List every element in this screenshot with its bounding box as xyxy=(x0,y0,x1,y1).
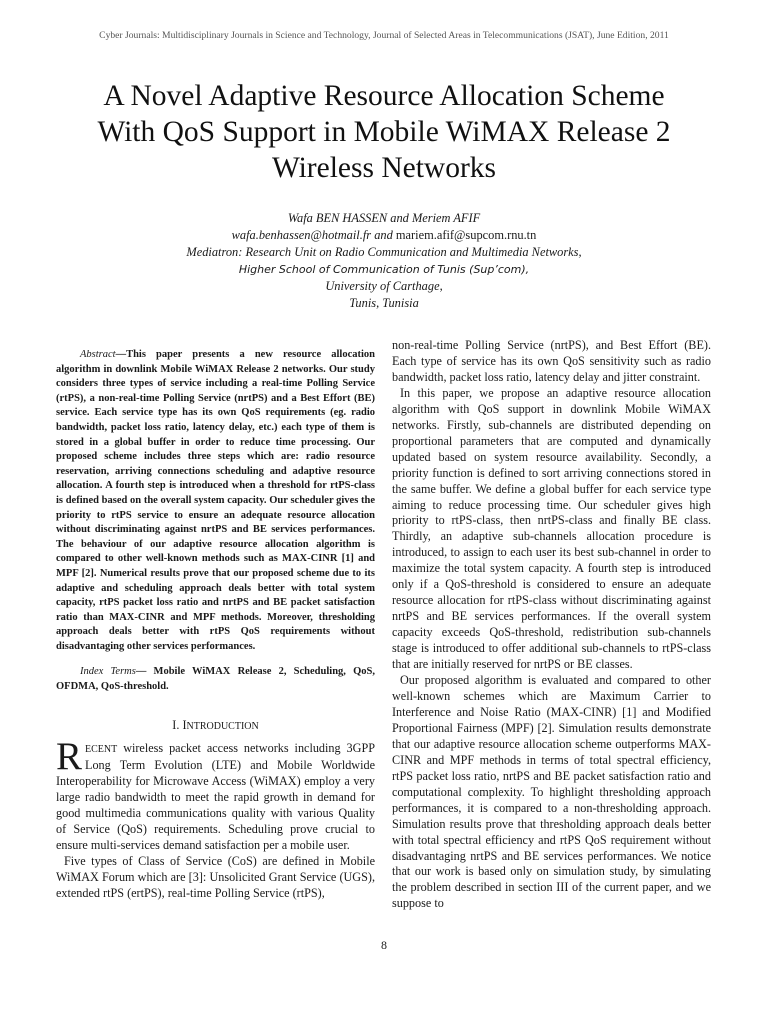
drop-cap: R xyxy=(56,735,83,779)
email-2: mariem.afif@supcom.rnu.tn xyxy=(395,228,537,242)
lead-smallcaps: ECENT xyxy=(85,744,118,756)
affiliation-line: Tunis, Tunisia xyxy=(349,296,419,310)
section-title-initial: I xyxy=(182,718,187,733)
body-paragraph: non-real-time Polling Service (nrtPS), and Best Effort (BE). Each type of service has its own QoS sensitivity such as radio bandwidth, packet loss ratio, latency delay and jitter constraint. xyxy=(392,338,711,384)
title-line: A Novel Adaptive Resource Allocation Scheme xyxy=(103,80,665,112)
body-paragraph: Five types of Class of Service (CoS) are defined in Mobile WiMAX Forum which are [3]: Unsolicited Grant Service (UGS), extended rtPS (ertPS), real-time Polling Service (rtPS), xyxy=(56,854,375,900)
email-1: wafa.benhassen@hotmail.fr and xyxy=(231,228,396,242)
author-block xyxy=(60,210,708,312)
affiliation-line: Mediatron: Research Unit on Radio Communication and Multimedia Networks, xyxy=(186,245,582,259)
section-title-rest: NTRODUCTION xyxy=(186,721,259,733)
journal-header: Cyber Journals: Multidisciplinary Journals in Science and Technology, Journal of Selected Areas in Telecommunications (JSAT), June Edition, 2011 xyxy=(99,30,669,41)
page-number: 8 xyxy=(381,938,387,952)
index-terms-label: Index Terms xyxy=(80,666,136,678)
paper-title xyxy=(60,78,708,186)
abstract-text: —This paper presents a new resource allocation algorithm in downlink Mobile WiMAX Release 2 networks. Our study considers three types of service including a real-time Polling Service (rtPS), a non-real-time Polling Service (nrtPS) and a Best Effort (BE) service. Each service type has its own QoS requirements (eg. radio bandwidth, packet loss ratio, latency delay, etc.) each type of them is stored in a global buffer in order to reduce time processing. Our proposed scheme includes three steps which are: radio resource reservation, arriving connections scheduling and adaptive resource allocation. A fourth step is introduced when a threshold for rtPS-class is defined based on the overall system capacity. Our scheduler gives the priority to rtPS service to ensure an adequate resource allocation without discriminating against nrtPS and BE services performances. The behaviour of our adaptive resource allocation algorithm is compared to other well-known methods such as MAX-CINR [1] and MPF [2]. Numerical results prove that our proposed scheme due to its adaptive and scheduling approach deals better with total system capacity, rtPS packet loss ratio and nrtPS and BE packet satisfaction ratio than MAX-CINR and MPF methods. Moreover, thresholding approach deals better with rtPS QoS requirements without disadvantaging other services performances. xyxy=(56,349,375,652)
index-terms xyxy=(56,664,375,694)
title-line: Wireless Networks xyxy=(271,152,497,184)
affiliation-line: Higher School of Communication of Tunis (Sup’com), xyxy=(238,263,530,276)
intro-text: wireless packet access networks including 3GPP Long Term Evolution (LTE) and Mobile Worldwide Interoperability for Microwave Access (WiMAX) employ a very large radio bandwidth to meet the rapid growth in demand for good multimedia communications quality with various Quality of Service (QoS) requirements. Scheduling prove crucial to ensure multi-services demand satisfaction per a mobile user. xyxy=(56,741,375,853)
abstract xyxy=(56,348,375,654)
author-names: Wafa BEN HASSEN and Meriem AFIF xyxy=(287,211,481,225)
affiliation-line: University of Carthage, xyxy=(325,279,443,293)
index-terms-text: — Mobile WiMAX Release 2, Scheduling, QoS, OFDMA, QoS-threshold. xyxy=(56,666,375,693)
right-column xyxy=(392,338,711,912)
body-paragraph: In this paper, we propose an adaptive resource allocation algorithm with QoS support in downlink Mobile WiMAX networks. Firstly, sub-channels are distributed depending on proportional parameters that are computed and dynamically updated based on system resource availability. Secondly, a priority function is defined to sort arriving connections stored in the same buffer. We define a global buffer for each service type aiming to reduce processing time. Our scheduler gives high priority to rtPS-class, then nrtPS-class and finally BE class. Thirdly, an adaptive sub-channels allocation procedure is introduced, to assign to each user its best sub-channel in order to maximize the total system capacity. A fourth step is introduced only if a QoS-threshold is considered to ensure an adequate resource allocation for rtPS-class without discriminating against nrtPS and BE services performances. If the overall system capacity exceeds QoS-threshold, redistribution sub-channels stage is introduced to offer additional sub-channels to rtPS-class that are initially reserved for nrtPS or BE classes. xyxy=(392,385,711,672)
left-column xyxy=(56,338,375,902)
body-paragraph: Our proposed algorithm is evaluated and compared to other well-known schemes which are Maximum Carrier to Interference and Noise Ratio (MAX-CINR) [1] and Modified Proportional Fairness (MPF) [2]. Simulation results demonstrate that our adaptive resource allocation scheme outperforms MAX-CINR and MPF methods in terms of total spectral efficiency, rtPS packet loss ratio, nrtPS and BE packet satisfaction ratio and computational complexity. To highlight thresholding approach performances, it is compared to a non-thresholding approach. Simulation results prove that thresholding approach deals better with total spectral efficiency and rtPS QoS requirement without disadvantaging nrtPS and BE services performances. We notice that our work is based only on simulation study, by simulating the problem described in section III of the current paper, and we suppose to xyxy=(392,673,711,911)
abstract-label: Abstract xyxy=(80,349,116,360)
section-number: I. xyxy=(172,718,180,733)
intro-paragraph xyxy=(56,735,375,854)
author-emails xyxy=(60,227,708,244)
section-heading xyxy=(56,718,375,735)
title-line: With QoS Support in Mobile WiMAX Release 2 xyxy=(97,116,671,148)
